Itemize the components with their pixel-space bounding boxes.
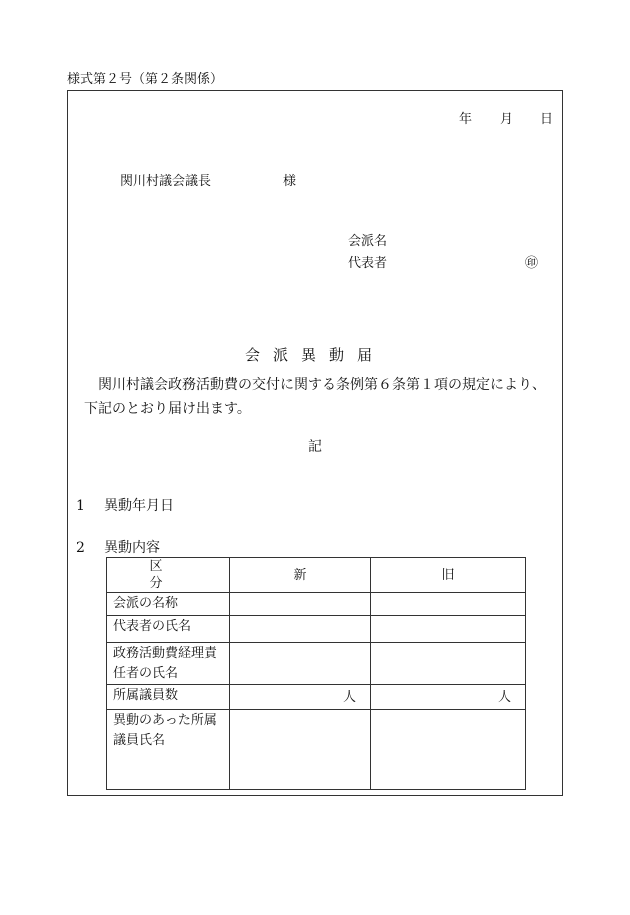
item-2-label: 異動内容 (104, 540, 160, 556)
cell-new-representative (230, 616, 371, 643)
addressee-name: 関川村議会議長 (120, 174, 212, 189)
change-details-table (106, 557, 526, 790)
representative-label: 代表者 (348, 256, 388, 271)
table-header-row (107, 558, 526, 593)
item-1-label: 異動年月日 (104, 498, 174, 514)
item-2-number: 2 (76, 540, 85, 556)
cell-new-member-count: 人 (230, 685, 371, 710)
form-number-label: 様式第２号（第２条関係） (67, 72, 224, 87)
date-month: 月 (500, 112, 514, 127)
date-year: 年 (459, 112, 473, 127)
cell-old-representative (371, 616, 526, 643)
ki-heading: 記 (308, 439, 322, 455)
table-row (107, 593, 526, 616)
cell-old-changed-members (371, 710, 526, 790)
table-row (107, 710, 526, 790)
table-row (107, 685, 526, 710)
body-text (84, 373, 556, 421)
row-label-faction-name: 会派の名称 (107, 593, 230, 616)
header-new: 新 (230, 558, 371, 593)
cell-new-faction-name (230, 593, 371, 616)
header-old: 旧 (371, 558, 526, 593)
body-line-2: 下記のとおり届け出ます。 (84, 401, 251, 417)
faction-name-label: 会派名 (348, 234, 388, 249)
cell-old-faction-name (371, 593, 526, 616)
addressee-honorific: 様 (283, 174, 297, 189)
row-label-changed-members: 異動のあった所属 議員氏名 (107, 710, 230, 790)
document-title: 会派異動届 (244, 346, 385, 364)
cell-old-accounting-manager (371, 643, 526, 685)
item-1-number: 1 (76, 498, 85, 514)
row-label-representative: 代表者の氏名 (107, 616, 230, 643)
table-row (107, 643, 526, 685)
seal-mark: ㊞ (525, 256, 539, 271)
body-line-1: 関川村議会政務活動費の交付に関する条例第６条第１項の規定により、 (98, 377, 546, 393)
header-category: 区 分 (107, 558, 230, 593)
cell-new-changed-members (230, 710, 371, 790)
date-day: 日 (540, 112, 554, 127)
row-label-accounting-manager: 政務活動費経理責 任者の氏名 (107, 643, 230, 685)
table-row (107, 616, 526, 643)
cell-old-member-count: 人 (371, 685, 526, 710)
cell-new-accounting-manager (230, 643, 371, 685)
row-label-member-count: 所属議員数 (107, 685, 230, 710)
